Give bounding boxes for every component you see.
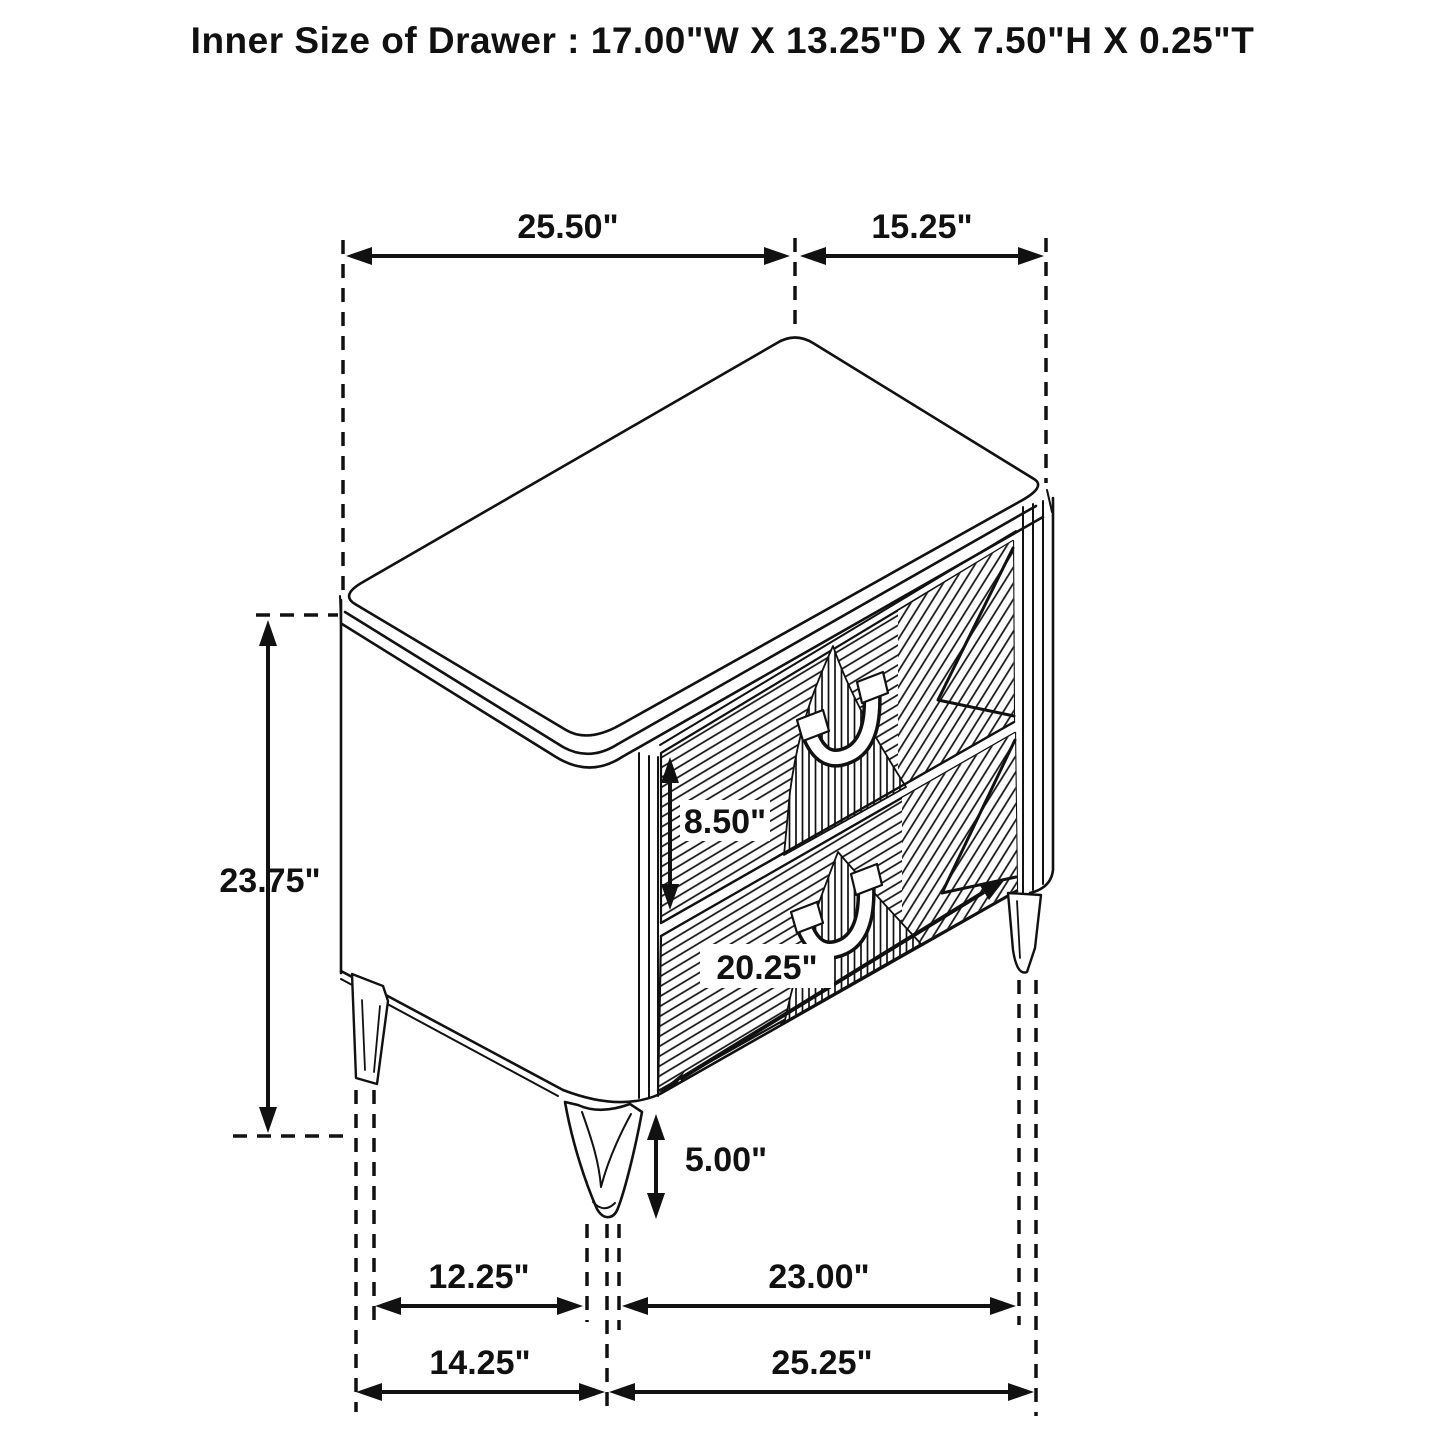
dim-body-height-label: 23.75" [219, 862, 321, 900]
dim-top-width [800, 208, 1044, 265]
dim-base-depth-label: 14.25" [429, 1344, 531, 1382]
page-title: Inner Size of Drawer : 17.00"W X 13.25"D X 7.50"H X 0.25"T [190, 20, 1255, 61]
dim-drawer-height-label: 8.50" [683, 803, 767, 841]
nightstand-drawing [340, 338, 1053, 1218]
front-left-stile [639, 753, 658, 1098]
dim-leg-gap-front [622, 1258, 1016, 1315]
dim-body-height [219, 620, 320, 1133]
dim-leg-height-label: 5.00" [684, 1141, 768, 1179]
dim-leg-gap-side-label: 12.25" [428, 1258, 530, 1296]
right-trim-lines [1023, 501, 1043, 893]
leg-back-left [352, 974, 388, 1084]
dim-top-width-label: 15.25" [871, 208, 973, 246]
leg-front-right [1008, 893, 1041, 973]
leg-front-left [565, 1102, 642, 1217]
dim-top-depth-label: 25.50" [517, 208, 619, 246]
dim-base-depth [356, 1344, 605, 1401]
dim-leg-gap-side [375, 1258, 583, 1315]
dim-leg-height [647, 1114, 780, 1219]
dim-base-width [609, 1344, 1034, 1401]
dim-base-width-label: 25.25" [771, 1344, 873, 1382]
dim-leg-gap-front-label: 23.00" [768, 1258, 870, 1296]
dim-top-depth [346, 208, 790, 265]
dim-drawer-face-width-label: 20.25" [716, 949, 818, 987]
